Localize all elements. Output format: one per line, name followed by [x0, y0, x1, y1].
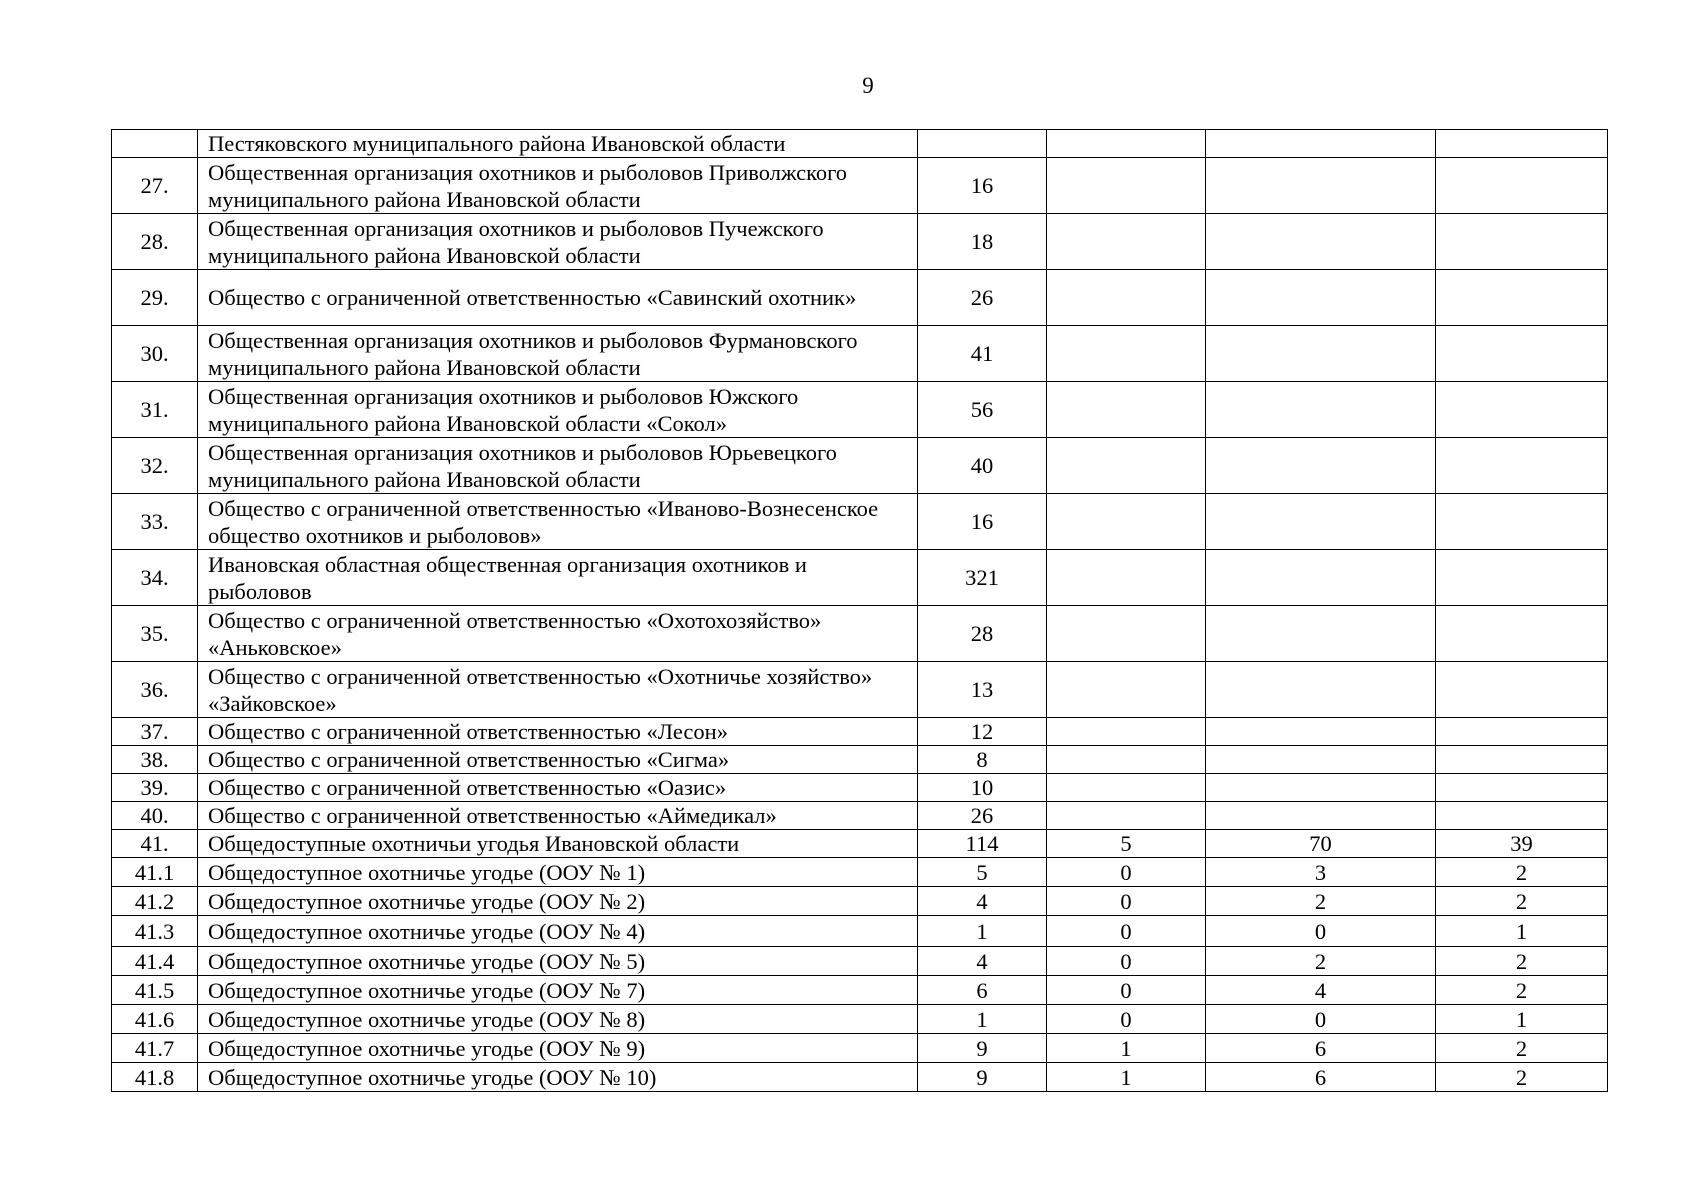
organization-name-cell: Ивановская областная общественная организация охотников и рыболовов	[198, 550, 918, 606]
count-col-1-cell	[1047, 214, 1206, 270]
organization-name-cell: Общедоступное охотничье угодье (ООУ № 8)	[198, 1005, 918, 1034]
table-row	[112, 1005, 1608, 1034]
row-number-cell: 36.	[112, 662, 198, 718]
count-col-3-cell	[1436, 746, 1608, 774]
table-body	[112, 130, 1608, 1092]
count-col-1-cell	[1047, 802, 1206, 830]
data-table	[111, 129, 1608, 1092]
count-col-1-cell: 0	[1047, 858, 1206, 887]
row-number-cell: 29.	[112, 270, 198, 326]
table-row	[112, 158, 1608, 214]
table-row	[112, 214, 1608, 270]
organization-name-cell: Общедоступное охотничье угодье (ООУ № 4)	[198, 916, 918, 947]
total-count-cell: 5	[918, 858, 1047, 887]
organization-name-cell: Общедоступное охотничье угодье (ООУ № 9)	[198, 1034, 918, 1063]
table-row	[112, 1063, 1608, 1092]
organization-name-cell: Общественная организация охотников и рыболовов Южского муниципального района Ивановской области «Сокол»	[198, 382, 918, 438]
count-col-3-cell	[1436, 774, 1608, 802]
row-number-cell: 41.8	[112, 1063, 198, 1092]
total-count-cell: 16	[918, 494, 1047, 550]
organization-name-cell: Общественная организация охотников и рыболовов Приволжского муниципального района Ивановской области	[198, 158, 918, 214]
count-col-1-cell	[1047, 270, 1206, 326]
count-col-1-cell: 1	[1047, 1034, 1206, 1063]
total-count-cell: 9	[918, 1034, 1047, 1063]
organization-name-cell: Общественная организация охотников и рыболовов Фурмановского муниципального района Ивановской области	[198, 326, 918, 382]
row-number-cell: 41.2	[112, 887, 198, 916]
count-col-2-cell	[1206, 130, 1436, 158]
count-col-2-cell: 4	[1206, 976, 1436, 1005]
organization-name-cell: Пестяковского муниципального района Ивановской области	[198, 130, 918, 158]
table-row	[112, 718, 1608, 746]
count-col-3-cell: 2	[1436, 858, 1608, 887]
organization-name-cell: Общество с ограниченной ответственностью «Сигма»	[198, 746, 918, 774]
row-number-cell: 41.	[112, 830, 198, 858]
row-number-cell: 27.	[112, 158, 198, 214]
count-col-2-cell	[1206, 382, 1436, 438]
table-row	[112, 1034, 1608, 1063]
count-col-1-cell	[1047, 746, 1206, 774]
table-row	[112, 746, 1608, 774]
count-col-1-cell: 0	[1047, 947, 1206, 976]
total-count-cell: 1	[918, 1005, 1047, 1034]
count-col-1-cell	[1047, 662, 1206, 718]
count-col-2-cell	[1206, 774, 1436, 802]
row-number-cell: 39.	[112, 774, 198, 802]
row-number-cell: 31.	[112, 382, 198, 438]
row-number-cell: 33.	[112, 494, 198, 550]
table-row	[112, 774, 1608, 802]
count-col-2-cell: 0	[1206, 1005, 1436, 1034]
count-col-3-cell: 2	[1436, 947, 1608, 976]
row-number-cell: 41.6	[112, 1005, 198, 1034]
row-number-cell: 28.	[112, 214, 198, 270]
count-col-2-cell: 2	[1206, 887, 1436, 916]
total-count-cell: 18	[918, 214, 1047, 270]
organization-name-cell: Общедоступное охотничье угодье (ООУ № 1)	[198, 858, 918, 887]
count-col-1-cell	[1047, 382, 1206, 438]
count-col-1-cell	[1047, 438, 1206, 494]
organization-name-cell: Общество с ограниченной ответственностью «Иваново-Вознесенское общество охотников и рыболовов»	[198, 494, 918, 550]
count-col-3-cell: 2	[1436, 976, 1608, 1005]
count-col-2-cell	[1206, 270, 1436, 326]
table-row	[112, 326, 1608, 382]
count-col-1-cell	[1047, 606, 1206, 662]
organization-name-cell: Общедоступные охотничьи угодья Ивановской области	[198, 830, 918, 858]
count-col-3-cell	[1436, 382, 1608, 438]
count-col-1-cell: 0	[1047, 976, 1206, 1005]
count-col-2-cell: 2	[1206, 947, 1436, 976]
organization-name-cell: Общество с ограниченной ответственностью «Аймедикал»	[198, 802, 918, 830]
count-col-2-cell	[1206, 438, 1436, 494]
table-row	[112, 130, 1608, 158]
count-col-2-cell	[1206, 718, 1436, 746]
row-number-cell: 41.1	[112, 858, 198, 887]
count-col-2-cell	[1206, 662, 1436, 718]
total-count-cell: 321	[918, 550, 1047, 606]
count-col-3-cell: 2	[1436, 1034, 1608, 1063]
table-row	[112, 438, 1608, 494]
count-col-1-cell: 0	[1047, 1005, 1206, 1034]
total-count-cell: 114	[918, 830, 1047, 858]
table-row	[112, 858, 1608, 887]
table-row	[112, 916, 1608, 947]
count-col-1-cell: 0	[1047, 887, 1206, 916]
count-col-3-cell: 1	[1436, 1005, 1608, 1034]
total-count-cell	[918, 130, 1047, 158]
organization-name-cell: Общество с ограниченной ответственностью «Охотохозяйство» «Аньковское»	[198, 606, 918, 662]
count-col-1-cell	[1047, 158, 1206, 214]
count-col-1-cell: 1	[1047, 1063, 1206, 1092]
count-col-1-cell	[1047, 718, 1206, 746]
organization-name-cell: Общедоступное охотничье угодье (ООУ № 10)	[198, 1063, 918, 1092]
row-number-cell: 38.	[112, 746, 198, 774]
count-col-3-cell: 1	[1436, 916, 1608, 947]
row-number-cell: 35.	[112, 606, 198, 662]
total-count-cell: 1	[918, 916, 1047, 947]
total-count-cell: 8	[918, 746, 1047, 774]
table-row	[112, 270, 1608, 326]
row-number-cell: 41.5	[112, 976, 198, 1005]
row-number-cell: 37.	[112, 718, 198, 746]
count-col-3-cell	[1436, 802, 1608, 830]
table-row	[112, 494, 1608, 550]
count-col-1-cell	[1047, 774, 1206, 802]
table-row	[112, 662, 1608, 718]
count-col-3-cell	[1436, 718, 1608, 746]
count-col-3-cell: 2	[1436, 1063, 1608, 1092]
count-col-1-cell	[1047, 494, 1206, 550]
count-col-3-cell	[1436, 494, 1608, 550]
table-row	[112, 802, 1608, 830]
row-number-cell	[112, 130, 198, 158]
organization-name-cell: Общество с ограниченной ответственностью «Оазис»	[198, 774, 918, 802]
row-number-cell: 41.7	[112, 1034, 198, 1063]
count-col-2-cell: 3	[1206, 858, 1436, 887]
organization-name-cell: Общедоступное охотничье угодье (ООУ № 5)	[198, 947, 918, 976]
count-col-3-cell	[1436, 550, 1608, 606]
count-col-3-cell	[1436, 438, 1608, 494]
count-col-3-cell: 2	[1436, 887, 1608, 916]
organization-name-cell: Общедоступное охотничье угодье (ООУ № 7)	[198, 976, 918, 1005]
count-col-2-cell: 6	[1206, 1063, 1436, 1092]
table-row	[112, 887, 1608, 916]
table-row	[112, 382, 1608, 438]
organization-name-cell: Общество с ограниченной ответственностью «Охотничье хозяйство» «Зайковское»	[198, 662, 918, 718]
total-count-cell: 40	[918, 438, 1047, 494]
count-col-1-cell: 5	[1047, 830, 1206, 858]
count-col-2-cell: 6	[1206, 1034, 1436, 1063]
row-number-cell: 30.	[112, 326, 198, 382]
count-col-2-cell	[1206, 606, 1436, 662]
organization-name-cell: Общественная организация охотников и рыболовов Юрьевецкого муниципального района Ивановской области	[198, 438, 918, 494]
total-count-cell: 13	[918, 662, 1047, 718]
count-col-2-cell	[1206, 550, 1436, 606]
table-row	[112, 947, 1608, 976]
page-number: 9	[862, 73, 874, 98]
row-number-cell: 34.	[112, 550, 198, 606]
count-col-2-cell: 0	[1206, 916, 1436, 947]
row-number-cell: 32.	[112, 438, 198, 494]
organization-name-cell: Общество с ограниченной ответственностью «Лесон»	[198, 718, 918, 746]
count-col-3-cell: 39	[1436, 830, 1608, 858]
count-col-2-cell	[1206, 802, 1436, 830]
count-col-3-cell	[1436, 158, 1608, 214]
total-count-cell: 41	[918, 326, 1047, 382]
total-count-cell: 28	[918, 606, 1047, 662]
count-col-1-cell: 0	[1047, 916, 1206, 947]
total-count-cell: 16	[918, 158, 1047, 214]
total-count-cell: 9	[918, 1063, 1047, 1092]
table-row	[112, 830, 1608, 858]
count-col-3-cell	[1436, 270, 1608, 326]
count-col-1-cell	[1047, 130, 1206, 158]
count-col-3-cell	[1436, 606, 1608, 662]
count-col-1-cell	[1047, 550, 1206, 606]
table-row	[112, 606, 1608, 662]
count-col-2-cell: 70	[1206, 830, 1436, 858]
total-count-cell: 10	[918, 774, 1047, 802]
count-col-2-cell	[1206, 494, 1436, 550]
total-count-cell: 26	[918, 270, 1047, 326]
row-number-cell: 40.	[112, 802, 198, 830]
count-col-3-cell	[1436, 662, 1608, 718]
row-number-cell: 41.3	[112, 916, 198, 947]
count-col-2-cell	[1206, 746, 1436, 774]
total-count-cell: 12	[918, 718, 1047, 746]
table-row	[112, 976, 1608, 1005]
count-col-3-cell	[1436, 214, 1608, 270]
count-col-2-cell	[1206, 158, 1436, 214]
total-count-cell: 4	[918, 947, 1047, 976]
total-count-cell: 56	[918, 382, 1047, 438]
row-number-cell: 41.4	[112, 947, 198, 976]
total-count-cell: 6	[918, 976, 1047, 1005]
table-row	[112, 550, 1608, 606]
total-count-cell: 26	[918, 802, 1047, 830]
count-col-2-cell	[1206, 326, 1436, 382]
organization-name-cell: Общество с ограниченной ответственностью «Савинский охотник»	[198, 270, 918, 326]
organization-name-cell: Общедоступное охотничье угодье (ООУ № 2)	[198, 887, 918, 916]
count-col-2-cell	[1206, 214, 1436, 270]
count-col-3-cell	[1436, 130, 1608, 158]
count-col-1-cell	[1047, 326, 1206, 382]
count-col-3-cell	[1436, 326, 1608, 382]
total-count-cell: 4	[918, 887, 1047, 916]
organization-name-cell: Общественная организация охотников и рыболовов Пучежского муниципального района Ивановской области	[198, 214, 918, 270]
